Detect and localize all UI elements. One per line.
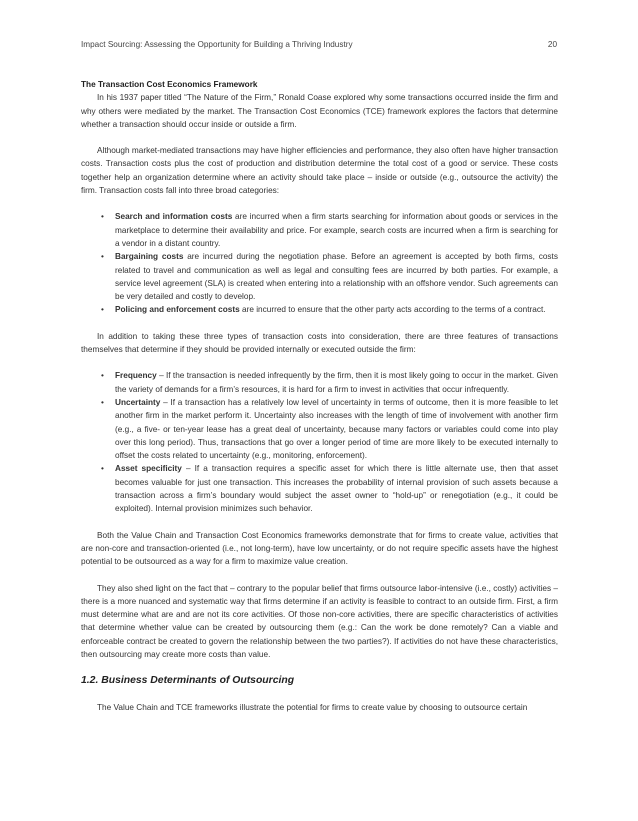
paragraph: Both the Value Chain and Transaction Cost Economics frameworks demonstrate that for firms to create value, activities that are non-core and transaction-oriented (i.e., not long-term), have low uncertainty, or do not require specific assets have the highest potential to be outsourced as a way for a firm to maximize value creation.: [81, 530, 558, 567]
list-item-term: Asset specificity: [115, 464, 182, 474]
list-item-term: Search and information costs: [115, 212, 233, 222]
paragraph: In his 1937 paper titled “The Nature of the Firm,” Ronald Coase explored why some transactions occurred inside the firm and why others were mediated by the market. The Transaction Cost Economics (TCE) framework explores the factors that determine whether a transaction should occur inside or outside a firm.: [81, 93, 558, 129]
list-item: [101, 369, 558, 396]
transaction-features-list: [81, 369, 558, 515]
list-item-text: are incurred during the negotiation phase. Before an agreement is accepted by both firms, costs related to travel and communication as well as legal and consulting fees are incurred by both parties. For example, a service level agreement (SLA) is created when entering into a relationship with an offshore vendor. Such agreements can be very detailed and costly to develop.: [115, 252, 558, 302]
list-item-term: Policing and enforcement costs: [115, 305, 240, 315]
list-item-text: – If a transaction requires a specific asset for which there is little alternate use, then that asset becomes valuable for just one transaction. This increases the probability of internal provision of such assets because a transaction across a firm’s boundary would subject the asset owner to “hold-up” or renegotiation (e.g., it could be exploited). Internal provision minimizes such behavior.: [115, 464, 558, 514]
list-item: [101, 210, 558, 250]
page-content: [81, 78, 558, 715]
list-item: [101, 396, 558, 462]
list-item-term: Frequency: [115, 371, 157, 381]
paragraph: Although market-mediated transactions may have higher efficiencies and performance, they also often have higher transaction costs. Transaction costs plus the cost of production and distribution determine the total cost of a good or service. These costs together help an organization determine where an activity should take place – inside or outside (e.g., outsource the activity) the firm. Transaction costs fall into three broad categories:: [81, 146, 558, 196]
section-title-tce: The Transaction Cost Economics Framework: [81, 80, 258, 89]
list-item-text: – If a transaction has a relatively low level of uncertainty in terms of outcome, then it is more feasible to let another firm in the market perform it. Uncertainty also increases with the length of time of involvement with another firm (e.g., a five- or ten-year lease has a great deal of uncertainty, because many factors or variables could come into play over this long period). Thus, transactions that go over a longer period of time are more likely to be executed internally to offset the costs related to uncertainty (e.g., monitoring, enforcement).: [115, 397, 558, 461]
list-item: [101, 250, 558, 303]
header-title: Impact Sourcing: Assessing the Opportunity for Building a Thriving Industry: [81, 40, 353, 49]
list-item-term: Uncertainty: [115, 397, 161, 407]
transaction-cost-list: [81, 210, 558, 316]
list-item-text: are incurred when a firm starts searching for information about goods or services in the marketplace to determine their availability and price. For example, search costs are incurred when a firm is searching for a vendor in a distant country.: [115, 212, 558, 248]
running-header: [81, 40, 557, 49]
list-item-text: – If the transaction is needed infrequently by the firm, then it is most likely going to occur in the market. Given the variety of demands for a firm’s resources, it is hard for a firm to invest in activities that occur infrequently.: [115, 371, 558, 394]
paragraph: They also shed light on the fact that – contrary to the popular belief that firms outsource labor-intensive (i.e., costly) activities – there is a more nuanced and systematic way that firms determine if an activity is feasible to contract to an outside firm. First, a firm must determine what are and are not its core activities. Of those non-core activities, there are specific characteristics of activities that determine whether value can be created by outsourcing them (e.g.: Can the work be done remotely? Can a viable and enforceable contract be created to govern the relationship between the two parties?). If activities do not have these characteristics, then outsourcing may create more costs than value.: [81, 583, 558, 659]
section-heading-business-determinants: 1.2. Business Determinants of Outsourcing: [81, 675, 295, 687]
paragraph: The Value Chain and TCE frameworks illustrate the potential for firms to create value by choosing to outsource certain: [97, 703, 528, 713]
page-number: 20: [547, 40, 557, 49]
list-item: [101, 303, 558, 316]
paragraph: In addition to taking these three types of transaction costs into consideration, there are three features of transactions themselves that determine if they should be provided internally or executed outside the firm:: [81, 331, 558, 355]
list-item-text: are incurred to ensure that the other party acts according to the terms of a contract.: [239, 305, 546, 315]
list-item-term: Bargaining costs: [115, 252, 184, 262]
list-item: [101, 462, 558, 515]
